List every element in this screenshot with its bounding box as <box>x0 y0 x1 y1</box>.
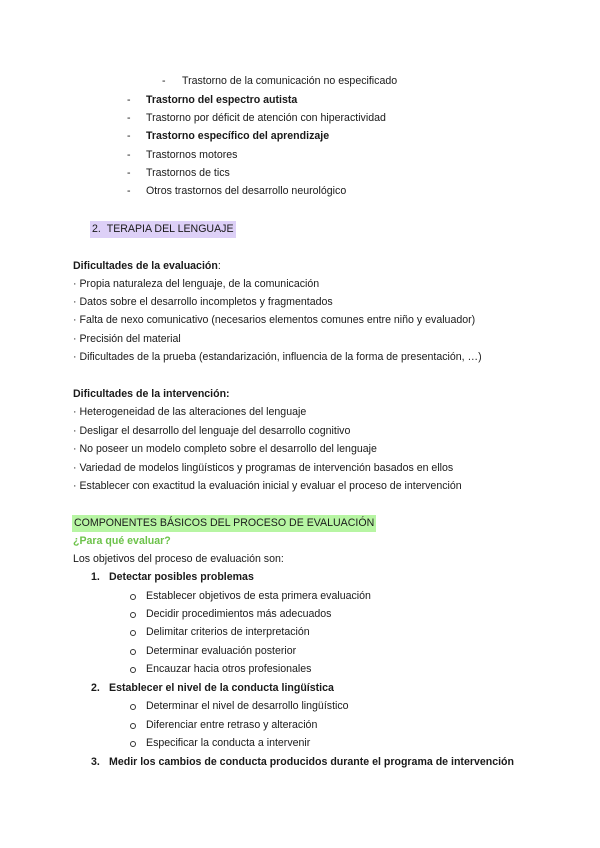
objective-sub-item: Determinar evaluación posterior <box>146 645 297 657</box>
circle-bullet-icon <box>130 612 136 618</box>
list-item: Trastorno por déficit de atención con hiperactividad <box>146 112 386 124</box>
objective-sub-item: Decidir procedimientos más adecuados <box>146 608 332 620</box>
list-item: Trastorno específico del aprendizaje <box>146 130 330 142</box>
evaluacion-item: · Precisión del material <box>73 333 181 345</box>
evaluacion-heading <box>73 259 221 273</box>
componentes-intro: Los objetivos del proceso de evaluación son: <box>73 553 284 565</box>
objective-number: 1. <box>91 571 100 583</box>
intervencion-item: · Heterogeneidad de las alteraciones del lenguaje <box>73 406 307 418</box>
objective-sub-item: Especificar la conducta a intervenir <box>146 737 311 749</box>
list-item: Trastornos motores <box>146 149 238 161</box>
circle-bullet-icon <box>130 630 136 636</box>
intervencion-item: · Establecer con exactitud la evaluación inicial y evaluar el proceso de intervención <box>73 480 462 492</box>
evaluacion-item: · Datos sobre el desarrollo incompletos y fragmentados <box>73 296 333 308</box>
componentes-title: COMPONENTES BÁSICOS DEL PROCESO DE EVALUACIÓN <box>72 515 376 532</box>
section-number: 2. <box>92 223 101 235</box>
list-item-sub: Trastorno de la comunicación no especificado <box>182 75 398 87</box>
intervencion-item: · No poseer un modelo completo sobre el desarrollo del lenguaje <box>73 443 377 455</box>
componentes-question: ¿Para qué evaluar? <box>73 535 171 547</box>
circle-bullet-icon <box>130 667 136 673</box>
circle-bullet-icon <box>130 723 136 729</box>
evaluacion-item: · Propia naturaleza del lenguaje, de la comunicación <box>73 278 320 290</box>
section-heading <box>90 221 236 238</box>
section-title: TERAPIA DEL LENGUAJE <box>106 223 234 235</box>
list-item: Trastornos de tics <box>146 167 230 179</box>
objective-sub-item: Diferenciar entre retraso y alteración <box>146 719 318 731</box>
evaluacion-item: · Dificultades de la prueba (estandarización, influencia de la forma de presentación, …) <box>73 351 482 363</box>
evaluacion-heading-text: Dificultades de la evaluación <box>73 260 218 272</box>
circle-bullet-icon <box>130 741 136 747</box>
objective-label: Detectar posibles problemas <box>109 571 254 583</box>
objective-sub-item: Delimitar criterios de interpretación <box>146 626 310 638</box>
objective-number: 2. <box>91 682 100 694</box>
objective-sub-item: Encauzar hacia otros profesionales <box>146 663 312 675</box>
list-dash: - <box>127 149 131 161</box>
circle-bullet-icon <box>130 704 136 710</box>
evaluacion-heading-colon: : <box>217 260 221 272</box>
intervencion-heading: Dificultades de la intervención: <box>73 388 230 400</box>
objective-number: 3. <box>91 756 100 768</box>
list-dash: - <box>127 185 131 197</box>
list-dash: - <box>162 75 166 87</box>
intervencion-item: · Variedad de modelos lingüísticos y programas de intervención basados en ellos <box>73 462 454 474</box>
circle-bullet-icon <box>130 649 136 655</box>
circle-bullet-icon <box>130 594 136 600</box>
objective-sub-item: Establecer objetivos de esta primera evaluación <box>146 590 371 602</box>
objective-label: Medir los cambios de conducta producidos durante el programa de intervención <box>109 756 514 768</box>
objective-sub-item: Determinar el nivel de desarrollo lingüístico <box>146 700 349 712</box>
list-dash: - <box>127 167 131 179</box>
list-item: Otros trastornos del desarrollo neurológico <box>146 185 347 197</box>
list-dash: - <box>127 94 131 106</box>
list-dash: - <box>127 130 131 142</box>
objective-label: Establecer el nivel de la conducta lingüística <box>109 682 334 694</box>
list-dash: - <box>127 112 131 124</box>
intervencion-item: · Desligar el desarrollo del lenguaje del desarrollo cognitivo <box>73 425 351 437</box>
evaluacion-item: · Falta de nexo comunicativo (necesarios elementos comunes entre niño y evaluador) <box>73 314 476 326</box>
list-item: Trastorno del espectro autista <box>146 94 298 106</box>
